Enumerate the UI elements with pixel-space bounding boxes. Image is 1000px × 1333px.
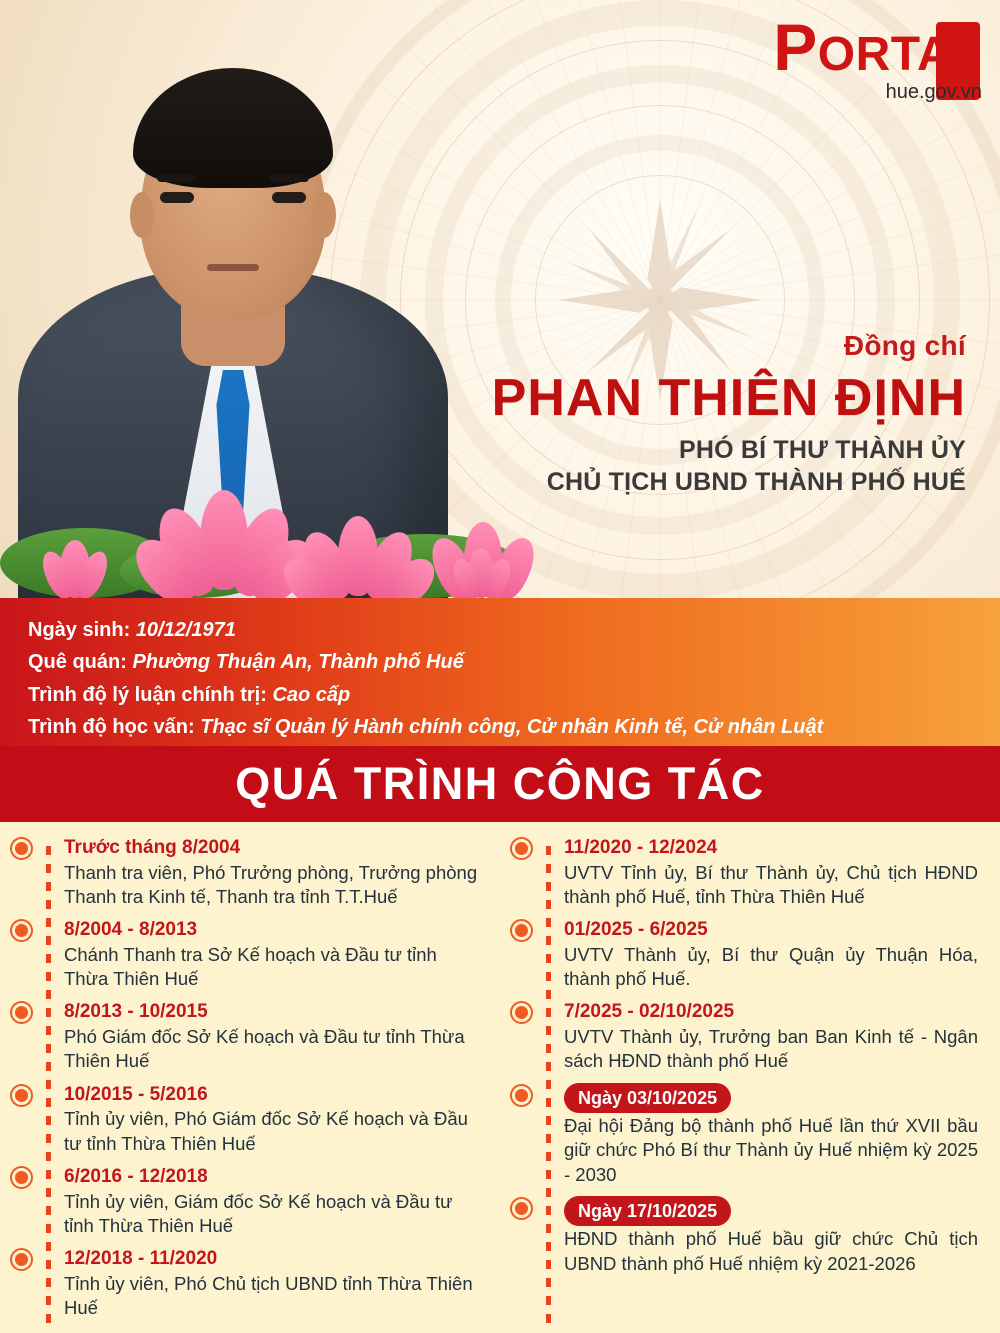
personal-info-bar	[0, 598, 1000, 746]
education-value: Thạc sĩ Quản lý Hành chính công, Cử nhân Kinh tế, Cử nhân Luật	[200, 716, 824, 739]
info-row-birth	[28, 614, 1000, 646]
timeline-item	[34, 1247, 478, 1320]
timeline-dot-icon	[12, 921, 31, 940]
timeline-item-date: 7/2025 - 02/10/2025	[564, 1001, 735, 1023]
birth-label: Ngày sinh:	[28, 619, 131, 641]
timeline-item-date: Trước tháng 8/2004	[64, 837, 241, 858]
timeline-item-date: 6/2016 - 12/2018	[64, 1165, 208, 1187]
timeline-item-date: 8/2013 - 10/2015	[64, 1001, 208, 1023]
timeline-column-right	[500, 836, 1000, 1333]
political-value: Cao cấp	[272, 683, 351, 706]
timeline-item-date: Ngày 17/10/2025	[564, 1196, 731, 1227]
info-row-education	[28, 711, 1000, 743]
timeline-item-text: Tỉnh ủy viên, Phó Giám đốc Sở Kế hoạch và Đầu tư tỉnh Thừa Thiên Huế	[64, 1108, 468, 1154]
info-row-political	[28, 679, 1000, 711]
timeline-item-text: Thanh tra viên, Phó Trưởng phòng, Trưởng phòng Thanh tra Kinh tế, Thanh tra tỉnh T.T.Huế	[64, 861, 478, 907]
timeline-item-date: 10/2015 - 5/2016	[64, 1083, 208, 1105]
birth-value: 10/12/1971	[135, 619, 236, 641]
timeline-dot-icon	[12, 1250, 31, 1269]
timeline-item	[34, 1000, 478, 1073]
timeline-dot-icon	[512, 1003, 531, 1022]
portal-letter-p: P	[773, 10, 818, 84]
political-label: Trình độ lý luận chính trị:	[28, 683, 267, 706]
info-row-hometown	[28, 646, 1000, 678]
timeline-item-text: Tỉnh ủy viên, Giám đốc Sở Kế hoạch và Đầu tư tỉnh Thừa Thiên Huế	[64, 1190, 453, 1236]
portal-letters-rest: ORTAL	[817, 28, 982, 81]
timeline-column-left	[0, 836, 500, 1333]
portal-logo[interactable]	[773, 10, 982, 103]
comrade-label: Đồng chí	[843, 330, 966, 361]
timeline-item-text: UVTV Thành ủy, Trưởng ban Ban Kinh tế - Ngân sách HĐND thành phố Huế	[564, 1026, 978, 1072]
timeline-item	[534, 1196, 978, 1276]
section-title-bar	[0, 746, 1000, 822]
portal-wordmark	[773, 10, 982, 84]
timeline-item-date: Ngày 03/10/2025	[564, 1083, 731, 1114]
timeline-dot-icon	[512, 1199, 531, 1218]
timeline-item-text: UVTV Thành ủy, Bí thư Quận ủy Thuận Hóa, thành phố Huế.	[564, 943, 978, 990]
education-label: Trình độ học vấn:	[28, 716, 195, 739]
person-role-line1: PHÓ BÍ THƯ THÀNH ỦY	[678, 436, 966, 464]
timeline-dot-icon	[12, 1086, 31, 1105]
timeline-item-date: 8/2004 - 8/2013	[64, 919, 198, 941]
hero-section	[0, 0, 1000, 598]
timeline-item	[34, 836, 478, 909]
timeline-item-date: 12/2018 - 11/2020	[64, 1248, 218, 1270]
timeline-item	[534, 918, 978, 991]
hometown-label: Quê quán:	[28, 651, 127, 674]
timeline-dot-icon	[512, 839, 531, 858]
timeline-item-text: UVTV Tỉnh ủy, Bí thư Thành ủy, Chủ tịch HĐND thành phố Huế, tỉnh Thừa Thiên Huế	[564, 861, 978, 907]
timeline-item-text: Phó Giám đốc Sở Kế hoạch và Đầu tư tỉnh Thừa Thiên Huế	[64, 1026, 465, 1072]
timeline-item-date: 11/2020 - 12/2024	[564, 837, 718, 858]
person-name: PHAN THIÊN ĐỊNH	[491, 369, 966, 427]
hometown-value: Phường Thuận An, Thành phố Huế	[132, 651, 464, 674]
timeline-item	[34, 1165, 478, 1238]
timeline-dot-icon	[512, 1086, 531, 1105]
portal-url: hue.gov.vn	[885, 81, 982, 103]
section-title: QUÁ TRÌNH CÔNG TÁC	[235, 758, 765, 809]
timeline-item	[534, 1000, 978, 1073]
timeline-item	[34, 918, 478, 991]
person-role-line2: CHỦ TỊCH UBND THÀNH PHỐ HUẾ	[546, 468, 966, 496]
timeline-dot-icon	[512, 921, 531, 940]
timeline-item	[534, 836, 978, 909]
name-block	[346, 330, 966, 497]
timeline-item	[34, 1083, 478, 1156]
timeline-item-date: 01/2025 - 6/2025	[564, 919, 708, 941]
timeline-dot-icon	[12, 1003, 31, 1022]
timeline-item-text: Đại hội Đảng bộ thành phố Huế lần thứ XVII bầu giữ chức Phó Bí thư Thành ủy Huế nhiệm kỳ 2025 - 2030	[564, 1115, 978, 1185]
timeline-dot-icon	[12, 1168, 31, 1187]
timeline-dot-icon	[12, 839, 31, 858]
timeline-item	[534, 1083, 978, 1187]
timeline-item-text: Chánh Thanh tra Sở Kế hoạch và Đầu tư tỉnh Thừa Thiên Huế	[64, 943, 437, 990]
timeline-item-text: Tỉnh ủy viên, Phó Chủ tịch UBND tỉnh Thừa Thiên Huế	[64, 1272, 473, 1319]
timeline-item-text: HĐND thành phố Huế bầu giữ chức Chủ tịch UBND thành phố Huế nhiệm kỳ 2021-2026	[564, 1228, 978, 1274]
career-timeline	[0, 822, 1000, 1333]
